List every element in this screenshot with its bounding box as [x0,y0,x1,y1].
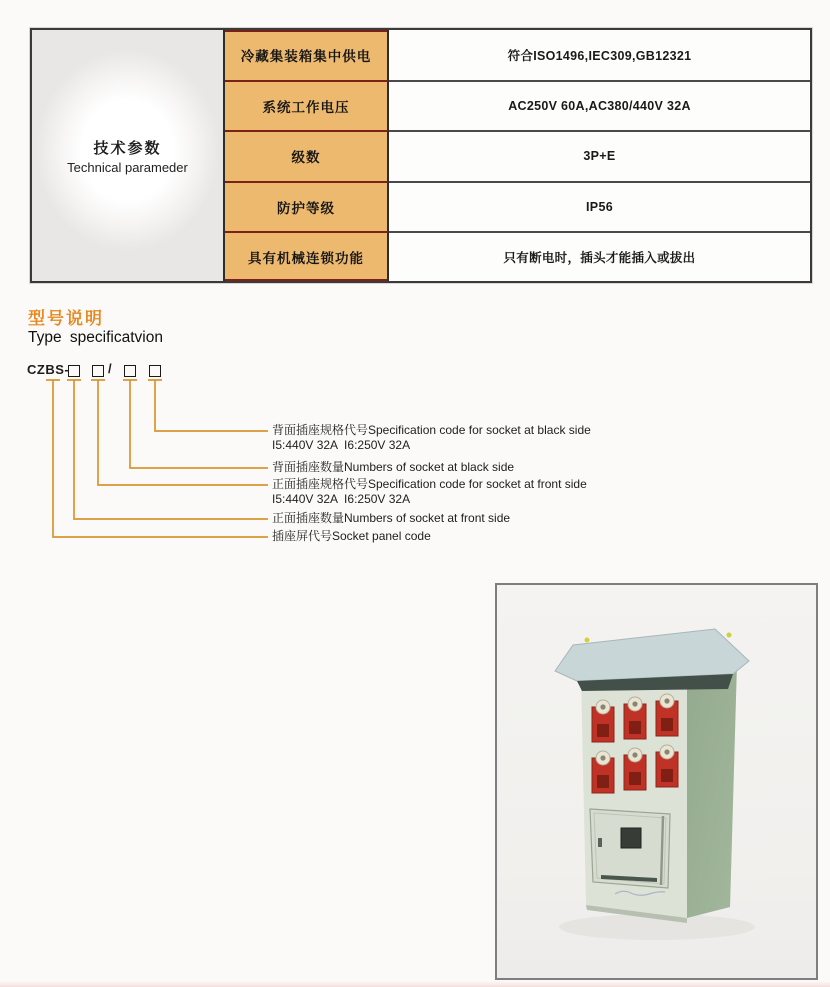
technical-parameter-table [30,28,812,283]
cabinet-roof [555,629,749,681]
annotation-back-socket-count: 背面插座数量Numbers of socket at black side [272,460,515,474]
model-code-prefix: CZBS- [27,362,70,377]
scan-edge-tint [0,981,830,987]
model-code-box-1 [68,365,80,377]
model-code-box-3 [124,365,136,377]
table-title-en: Technical parameder [67,159,188,175]
model-code-box-4 [149,365,161,377]
row-value-voltage: AC250V 60A,AC380/440V 32A [389,80,810,130]
model-code-box-2 [92,365,104,377]
annotation-front-socket-count: 正面插座数量Numbers of socket at front side [272,511,511,525]
table-header-cell [32,30,225,281]
annotation-back-socket-spec: 背面插座规格代号Specification code for socket at black side [272,423,591,437]
annotation-front-socket-codes: I5:440V 32A I6:250V 32A [272,492,411,506]
connector-socket-panel-code [46,380,268,537]
door-latch [598,838,602,847]
row-label-poles: 级数 [225,130,389,180]
table-title-zh: 技术参数 [93,139,162,157]
annotation-front-socket-spec: 正面插座规格代号Specification code for socket at front side [272,477,587,491]
row-label-ip: 防护等级 [225,181,389,231]
row-label-voltage: 系统工作电压 [225,80,389,130]
connector-back-socket-count [123,380,268,468]
door-window [621,828,641,848]
annotation-socket-panel-code: 插座屏代号Socket panel code [272,529,431,543]
row-value-supply: 符合ISO1496,IEC309,GB12321 [389,30,810,80]
row-value-poles: 3P+E [389,130,810,180]
connector-back-socket-spec [148,380,268,431]
roof-bolt-right [727,633,732,638]
row-label-supply: 冷藏集装箱集中供电 [225,30,389,80]
connector-front-socket-spec [91,380,268,485]
cabinet-door [590,809,670,888]
cabinet [555,629,749,923]
row-value-ip: IP56 [389,181,810,231]
type-spec-heading-en: Type specificatvion [28,329,163,346]
model-code-slash: / [108,361,112,376]
connector-front-socket-count [67,380,268,519]
annotation-back-socket-codes: I5:440V 32A I6:250V 32A [272,438,411,452]
product-photo-frame [495,583,818,980]
row-value-interlock: 只有断电时，插头才能插入或拔出 [389,231,810,281]
distribution-box-photo [497,585,816,978]
type-spec-heading-zh: 型号说明 [28,309,104,328]
row-label-interlock: 具有机械连锁功能 [225,231,389,281]
roof-bolt-left [585,638,590,643]
